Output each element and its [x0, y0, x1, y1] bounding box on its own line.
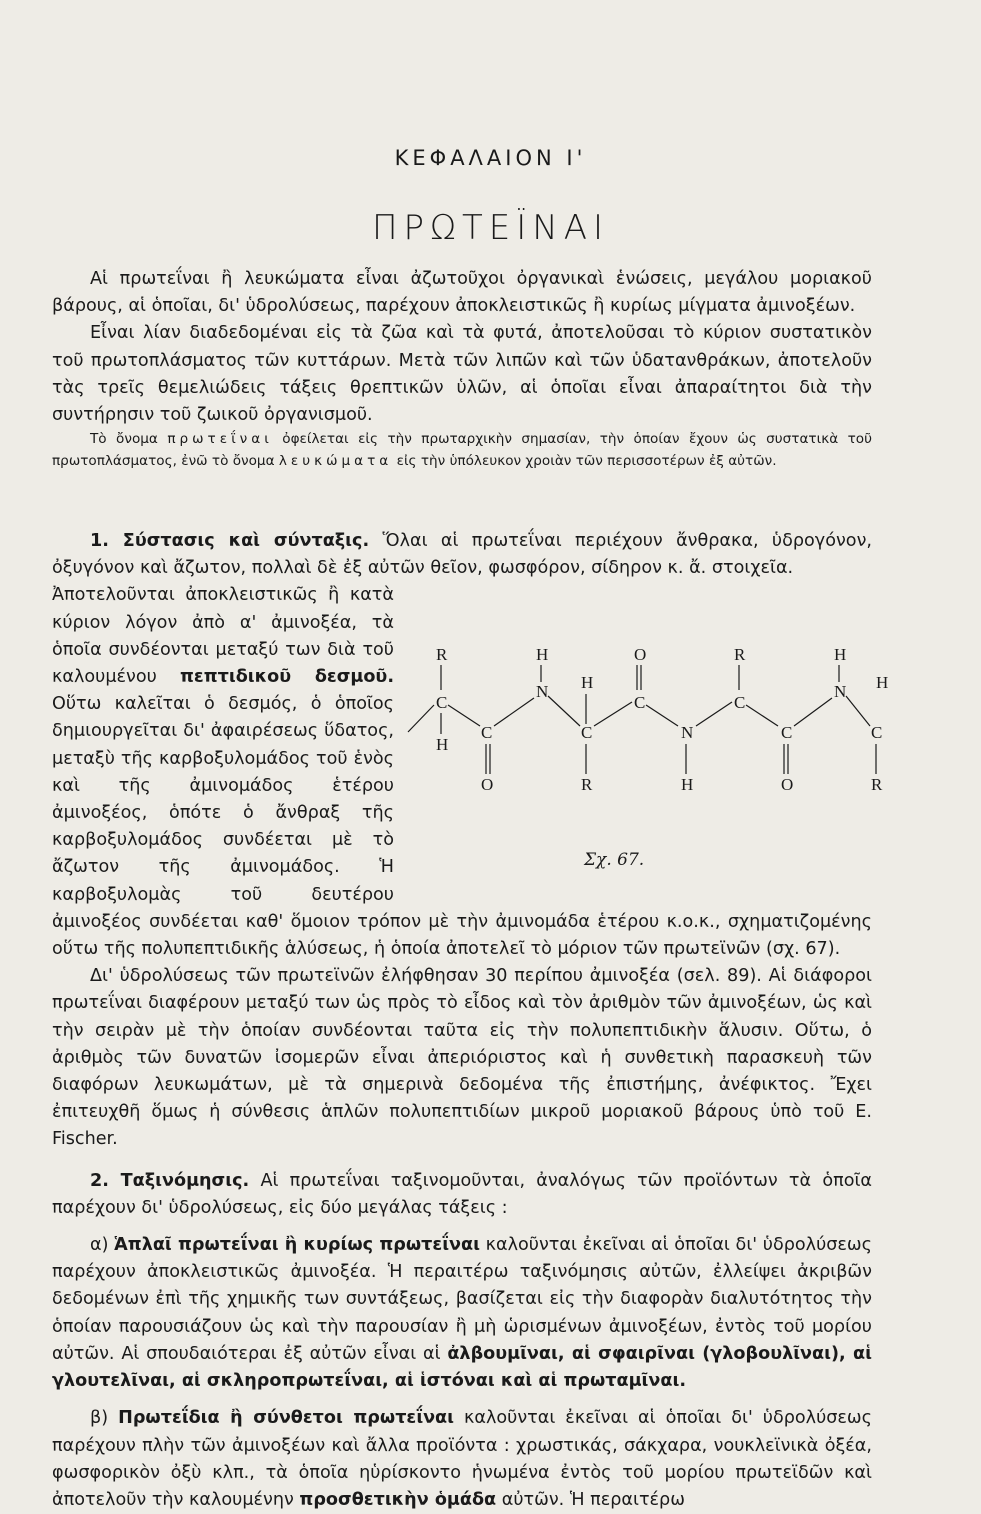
atom-label: N [681, 723, 694, 743]
atom-label: N [536, 682, 549, 702]
atom-label: O [634, 645, 647, 665]
bond-line [494, 698, 534, 726]
atom-label: H [436, 735, 449, 755]
term-leukomata: λευκώματα [278, 452, 393, 469]
atom-label: R [436, 645, 448, 665]
atom-label: C [581, 723, 593, 743]
bond-line [846, 696, 870, 726]
intro-paragraph-1: Αἱ πρωτεΐναι ἢ λευκώματα εἶναι ἀζωτοῦχοι ὀργανικαὶ ἑνώσεις, μεγάλου μοριακοῦ βάρους, αἱ ὁποῖαι, δι' ὑδρολύσεως, παρέχουν ἀποκλειστικῶς ἢ κυρίως μίγματα ἀμινοξέων. [52, 269, 872, 317]
atom-label: C [634, 693, 646, 713]
bond-line [696, 702, 732, 726]
class-b-paragraph [52, 1405, 872, 1514]
atom-label: N [834, 682, 847, 702]
chapter-heading: ΚΕΦΑΛΑΙΟΝ Ι' [394, 146, 587, 170]
figure-67 [406, 640, 889, 886]
bond-line [548, 696, 580, 726]
class-a-list: ἀλβουμῖναι, αἱ σφαιρῖναι (γλοβουλῖναι), αἱ γλουτελῖναι, αἱ σκληροπρωτεΐναι, αἱ ἱστόναι καὶ αἱ πρωταμῖναι. [52, 1343, 872, 1392]
atom-label: O [781, 775, 794, 795]
section-1-paragraph-1 [52, 528, 872, 582]
page-title: ΠΡΩΤΕΪΝΑΙ [371, 208, 610, 248]
atom-label: O [481, 775, 494, 795]
intro-p3-text-b: ὀφείλεται εἰς τὴν πρωταρχικὴν σημασίαν, τὴν ὁποίαν ἔχουν ὡς συστατικὰ τοῦ πρωτοπλάσματος, ἐνῶ τὸ ὄνομα [52, 431, 872, 469]
term-proteinai: πρωτεΐναι [167, 431, 273, 448]
bond-line [408, 705, 434, 732]
intro-p3-text-a: Τὸ ὄνομα [90, 431, 168, 448]
class-b-label: β) [90, 1408, 119, 1429]
bond-line [746, 705, 778, 726]
atom-label: H [681, 775, 694, 795]
section-1-heading: 1. Σύστασις καὶ σύνταξις. [90, 531, 370, 551]
atom-label: H [581, 673, 594, 693]
intro-paragraph-2: Εἶναι λίαν διαδεδομέναι εἰς τὰ ζῶα καὶ τὰ φυτά, ἀποτελοῦσαι τὸ κύριον συστατικὸν τοῦ πρωτοπλάσματος τῶν κυττάρων. Μετὰ τῶν λιπῶν καὶ τῶν ὑδατανθράκων, ἀποτελοῦν τὰς τρεῖς θεμελιώδεις τάξεις θρεπτικῶν ὑλῶν, αἱ ὁποῖαι εἶναι ἀπαραίτητοι διὰ τὴν συντήρησιν τοῦ ζωικοῦ ὀργανισμοῦ. [52, 323, 872, 426]
atom-label: H [536, 645, 549, 665]
section-1-p2-text-a: Ἀποτελοῦνται ἀποκλειστικῶς ἢ κατὰ κύριον λόγον ἀπὸ α' ἀμινοξέα, τὰ ὁποῖα συνδέονται μεταξύ των διὰ τοῦ καλουμένου [52, 585, 394, 688]
class-a-paragraph [52, 1232, 872, 1395]
section-1-p2-text-b: Οὕτω καλεῖται ὁ δεσμός, ὁ ὁποῖος δημιουργεῖται δι' ἀφαιρέσεως ὕδατος, μεταξὺ τῆς καρβοξυλομάδος τοῦ ἑνὸς καὶ τῆς ἀμινομάδος ἑτέρου ἀμινοξέος, ὁπότε ὁ ἄνθραξ τῆς καρβοξυλομάδος συνδέεται μὲ τὸ ἄζωτον τῆς ἀμινομάδος. Ἡ καρβοξυλομὰς τοῦ δευτέρου ἀμινοξέος συνδέεται καθ' ὅμοιον τρόπον μὲ τὴν ἀμινομάδα ἑτέρου κ.ο.κ., σχηματιζομένης οὕτω τῆς πολυπεπτιδικῆς ἁλύσεως, ἡ ὁποία ἀποτελεῖ τὸ μόριον τῶν πρωτεϊνῶν (σχ. 67). [52, 694, 872, 960]
section-2-p1-text: Αἱ πρωτεΐναι ταξινομοῦνται, ἀναλόγως τῶν προϊόντων τὰ ὁποῖα παρέχουν δι' ὑδρολύσεως, εἰς δύο μεγάλας τάξεις : [52, 1170, 873, 1218]
atom-label: R [734, 645, 746, 665]
class-a-term: Ἁπλαῖ πρωτεΐναι ἢ κυρίως πρωτεΐναι [114, 1235, 480, 1256]
section-1 [52, 528, 889, 1514]
atom-label: C [481, 723, 493, 743]
class-b-text-end: αὐτῶν. Ἡ περαιτέρω [496, 1489, 685, 1510]
class-b-text: καλοῦνται ἐκεῖναι αἱ ὁποῖαι δι' ὑδρολύσεως παρέχουν πλὴν τῶν ἀμινοξέων καὶ ἄλλα προϊόντα : χρωστικάς, σάκχαρα, νουκλεϊνικὰ ὀξέα, φωσφορικὸν ὀξὺ κλπ., τὰ ὁποῖα ηὑρίσκοντο ἡνωμένα ἐντὸς τοῦ μορίου πρωτεϊδῶν καὶ ἀποτελοῦν τὴν καλουμένην [52, 1408, 872, 1510]
atom-label: C [436, 693, 448, 713]
figure-caption: Σχ. 67. [584, 850, 645, 871]
class-b-term: Πρωτεΐδια ἢ σύνθετοι πρωτεΐναι [118, 1408, 454, 1429]
atom-label: H [876, 673, 889, 693]
section-1-p1-text: Ὅλαι αἱ πρωτεΐναι περιέχουν ἄνθρακα, ὑδρογόνον, ὀξυγόνον καὶ ἄζωτον, πολλαὶ δὲ ἐξ αὐτῶν θεῖον, φωσφόρον, σίδηρον κ. ἄ. στοιχεῖα. [52, 531, 872, 579]
atom-label: R [871, 775, 883, 795]
class-a-label: α) [90, 1235, 115, 1256]
peptide-chain-diagram [406, 640, 889, 840]
term-prosthetic-group: προσθετικὴν ὁμάδα [299, 1489, 497, 1510]
bond-line [646, 705, 678, 726]
term-peptide-bond: πεπτιδικοῦ δεσμοῦ. [179, 667, 394, 688]
atom-label: H [834, 645, 847, 665]
intro-block [52, 266, 872, 472]
atom-label: R [581, 775, 593, 795]
atom-label: C [781, 723, 793, 743]
section-2-heading: 2. Ταξινόμησις. [90, 1170, 250, 1191]
section-1-paragraph-3: Δι' ὑδρολύσεως τῶν πρωτεϊνῶν ἐλήφθησαν 30 περίπου ἀμινοξέα (σελ. 89). Αἱ διάφοροι πρωτεΐναι διαφέρουν μεταξύ των ὡς πρὸς τὸ εἶδος καὶ τὸν ἀριθμὸν τῶν ἀμινοξέων, ὡς καὶ τὴν σειρὰν μὲ τὴν ὁποίαν συνδέονται ταῦτα εἰς τὴν πολυπεπτιδικὴν ἅλυσιν. Οὕτω, ὁ ἀριθμὸς τῶν δυνατῶν ἰσομερῶν εἶναι ἀπεριόριστος καὶ ἡ συνθετικὴ παρασκευὴ τῶν διαφόρων λευκωμάτων, μὲ τὰ σημερινὰ δεδομένα τῆς ἐπιστήμης, ἀνέφικτος. Ἔχει ἐπιτευχθῆ ὅμως ἡ σύνθεσις ἁπλῶν πολυπεπτιδίων μικροῦ μοριακοῦ βάρους ὑπὸ τοῦ E. Fischer. [52, 966, 872, 1150]
intro-p3-text-c: εἰς τὴν ὑπόλευκον χροιὰν τῶν περισσοτέρων ἐξ αὐτῶν. [392, 452, 777, 469]
bond-line [448, 705, 480, 726]
atom-label: C [734, 693, 746, 713]
bond-line [794, 698, 832, 726]
atom-label: C [871, 723, 883, 743]
intro-paragraph-3 [52, 429, 872, 472]
section-2-paragraph-1 [52, 1168, 872, 1222]
class-a-text: καλοῦνται ἐκεῖναι αἱ ὁποῖαι δι' ὑδρολύσεως παρέχουν ἀποκλειστικῶς ἀμινοξέα. Ἡ περαιτέρω ταξινόμησις αὐτῶν, ἐλλείψει ἀκριβῶν δεδομένων ἐπὶ τῆς χημικῆς των συντάξεως, βασίζεται εἰς τὴν διαφορὰν διαλυτότητος τὴν ὁποίαν παρουσιάζουν ὡς καὶ τὴν παρουσίαν ἢ μὴ ὡρισμένων ἀμινοξέων, ἐντὸς τοῦ μορίου αὐτῶν. Αἱ σπουδαιότεραι ἐξ αὐτῶν εἶναι αἱ [52, 1235, 872, 1364]
bond-line [594, 702, 632, 726]
